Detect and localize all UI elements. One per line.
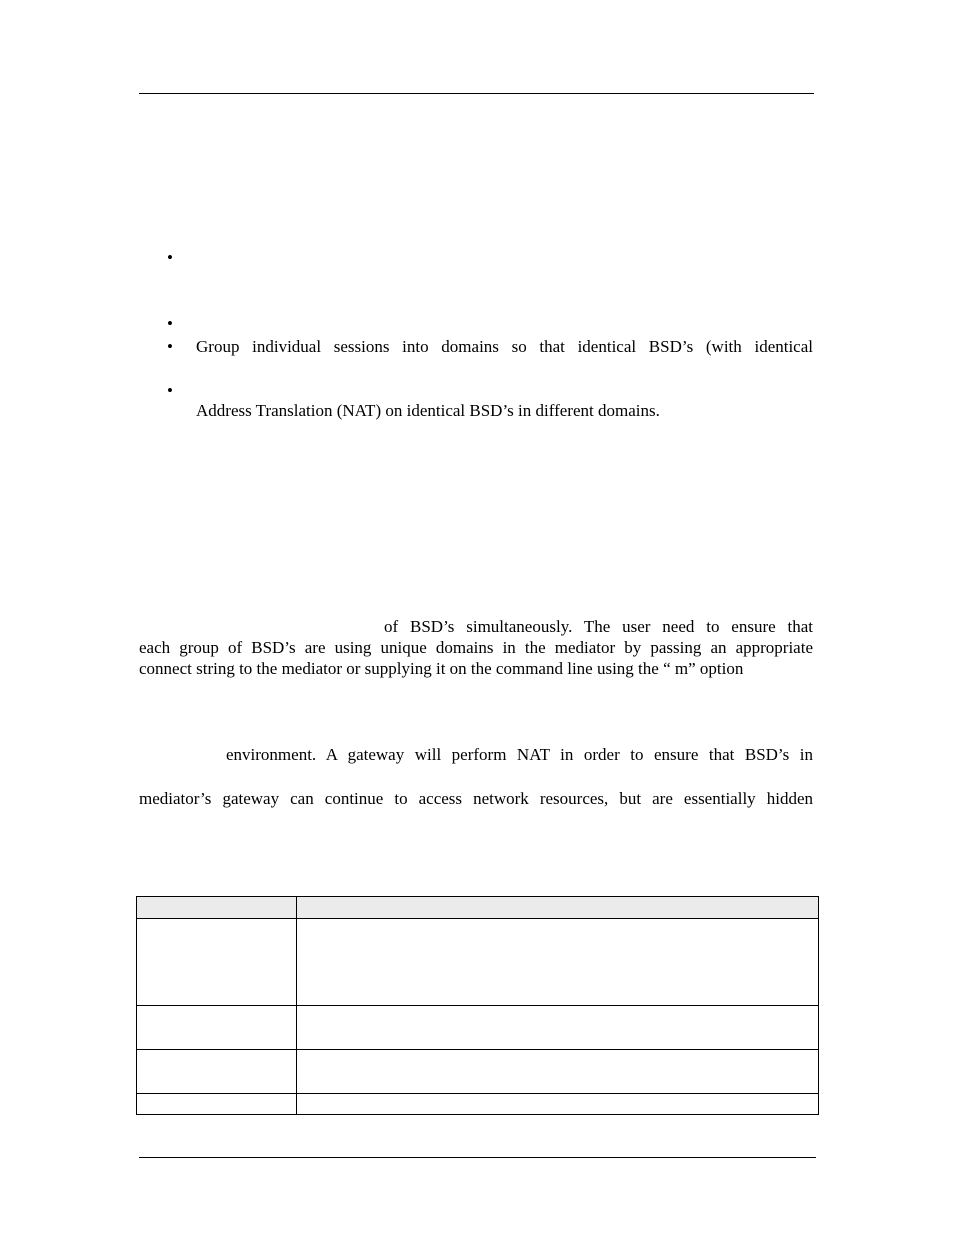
footer-rule: [139, 1157, 816, 1158]
paragraph-line: connect string to the mediator or supplying it on the command line using the “ m” option: [139, 659, 744, 678]
table-cell: [137, 1094, 297, 1115]
bullet-marker: •: [167, 381, 173, 400]
table-header-row: [137, 897, 819, 919]
table-cell: [137, 1050, 297, 1094]
table-cell: [137, 919, 297, 1006]
bullet-marker: •: [167, 248, 173, 267]
table-cell: [297, 1050, 819, 1094]
table-row: [137, 919, 819, 1006]
table-header-cell: [297, 897, 819, 919]
bullet-marker: •: [167, 314, 173, 333]
paragraph-line: environment. A gateway will perform NAT in order to ensure that BSD’s in: [226, 745, 813, 764]
paragraph-line: of BSD’s simultaneously. The user need to ensure that: [384, 617, 813, 636]
table-cell: [297, 919, 819, 1006]
bullet-text: Group individual sessions into domains so that identical BSD’s (with identical: [196, 337, 813, 356]
paragraph-line: each group of BSD’s are using unique domains in the mediator by passing an appropriate: [139, 638, 813, 657]
bullet-text: Address Translation (NAT) on identical BSD’s in different domains.: [196, 401, 660, 420]
options-table: [136, 896, 819, 1115]
table-row: [137, 1094, 819, 1115]
table-row: [137, 1050, 819, 1094]
table-header-cell: [137, 897, 297, 919]
table-row: [137, 1006, 819, 1050]
table-cell: [297, 1094, 819, 1115]
bullet-marker: •: [167, 337, 173, 356]
table-cell: [137, 1006, 297, 1050]
table-cell: [297, 1006, 819, 1050]
header-rule: [139, 93, 814, 94]
paragraph-line: mediator’s gateway can continue to access network resources, but are essentially hidden: [139, 789, 813, 808]
